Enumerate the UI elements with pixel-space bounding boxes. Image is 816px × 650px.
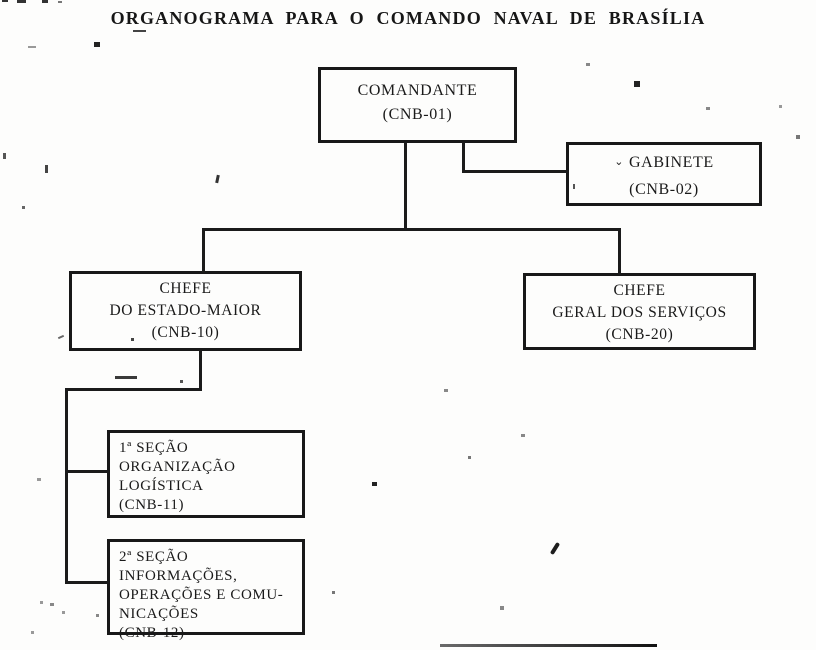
- noise-speck: [28, 46, 36, 48]
- node-label: OPERAÇÕES E COMU-: [119, 587, 284, 603]
- noise-speck: [573, 184, 575, 189]
- org-node-chefe-geral-servicos: [523, 273, 756, 350]
- connector-stub-secao-1: [65, 470, 109, 473]
- noise-speck: [131, 338, 134, 341]
- title-underline-artifact: [133, 30, 146, 32]
- node-label: NICAÇÕES: [119, 606, 199, 622]
- connector-comandante-gabinete: [462, 170, 568, 173]
- noise-speck: [58, 1, 62, 3]
- noise-speck: [779, 105, 782, 108]
- connector-secoes-spine: [65, 388, 68, 584]
- noise-speck: [2, 0, 8, 2]
- noise-speck: [634, 81, 640, 87]
- apostrophe-artifact: [550, 542, 560, 555]
- node-label: COMANDANTE: [357, 82, 478, 99]
- noise-speck: [42, 0, 48, 3]
- noise-speck: [332, 591, 335, 594]
- noise-speck: [180, 380, 183, 383]
- noise-speck: [468, 456, 471, 459]
- diagram-title: ORGANOGRAMA PARA O COMANDO NAVAL DE BRASÍLIA: [110, 8, 706, 28]
- node-label: 1ª SEÇÃO: [119, 440, 189, 456]
- connector-stub-secao-2: [65, 581, 109, 584]
- noise-speck: [58, 335, 64, 339]
- org-node-comandante: [318, 67, 517, 143]
- org-node-secao-1: [107, 430, 305, 518]
- noise-speck: [706, 107, 710, 110]
- connector-comandante-gabinete-drop: [462, 142, 465, 173]
- noise-speck: [17, 0, 26, 3]
- node-label: 2ª SEÇÃO: [119, 549, 189, 565]
- connector-comandante-trunk: [404, 142, 407, 230]
- node-label: DO ESTADO-MAIOR: [109, 302, 262, 319]
- noise-speck: [796, 135, 800, 139]
- noise-speck: [62, 611, 65, 614]
- node-label: GERAL DOS SERVIÇOS: [552, 304, 727, 321]
- noise-speck: [22, 206, 25, 209]
- connector-estado-maior-down: [199, 350, 202, 391]
- noise-speck: [3, 153, 6, 159]
- noise-speck: [372, 482, 377, 486]
- org-node-chefe-estado-maior: [69, 271, 302, 351]
- stray-line-artifact: [440, 644, 657, 647]
- node-label: ORGANIZAÇÃO: [119, 459, 236, 475]
- node-code: (CNB-01): [382, 106, 453, 123]
- noise-speck: [444, 389, 448, 392]
- noise-speck: [45, 165, 48, 173]
- node-label: CHEFE: [613, 282, 666, 299]
- node-label: INFORMAÇÕES,: [119, 568, 238, 584]
- org-node-secao-2: [107, 539, 305, 641]
- dash-artifact: [115, 376, 137, 379]
- node-label: GABINETE: [629, 154, 714, 171]
- node-code: (CNB-12): [119, 625, 185, 641]
- noise-speck: [37, 478, 41, 481]
- node-code: (CNB-02): [629, 181, 699, 198]
- noise-speck: [215, 175, 220, 183]
- check-mark-artifact: ⌄: [614, 156, 625, 168]
- noise-speck: [521, 434, 525, 437]
- connector-estado-maior-elbow: [65, 388, 202, 391]
- node-code: (CNB-20): [605, 326, 674, 343]
- noise-speck: [50, 603, 54, 606]
- connector-drop-chefe-estado-maior: [202, 228, 205, 273]
- noise-speck: [500, 606, 504, 610]
- org-node-gabinete: [566, 142, 762, 206]
- node-code: (CNB-10): [151, 324, 220, 341]
- connector-level2-bar: [202, 228, 621, 231]
- node-label: CHEFE: [159, 280, 212, 297]
- noise-speck: [586, 63, 590, 66]
- node-label: LOGÍSTICA: [119, 478, 204, 494]
- noise-speck: [94, 42, 100, 47]
- noise-speck: [40, 601, 43, 604]
- connector-drop-chefe-geral-servicos: [618, 228, 621, 275]
- noise-speck: [31, 631, 34, 634]
- noise-speck: [96, 614, 99, 617]
- node-code: (CNB-11): [119, 497, 185, 513]
